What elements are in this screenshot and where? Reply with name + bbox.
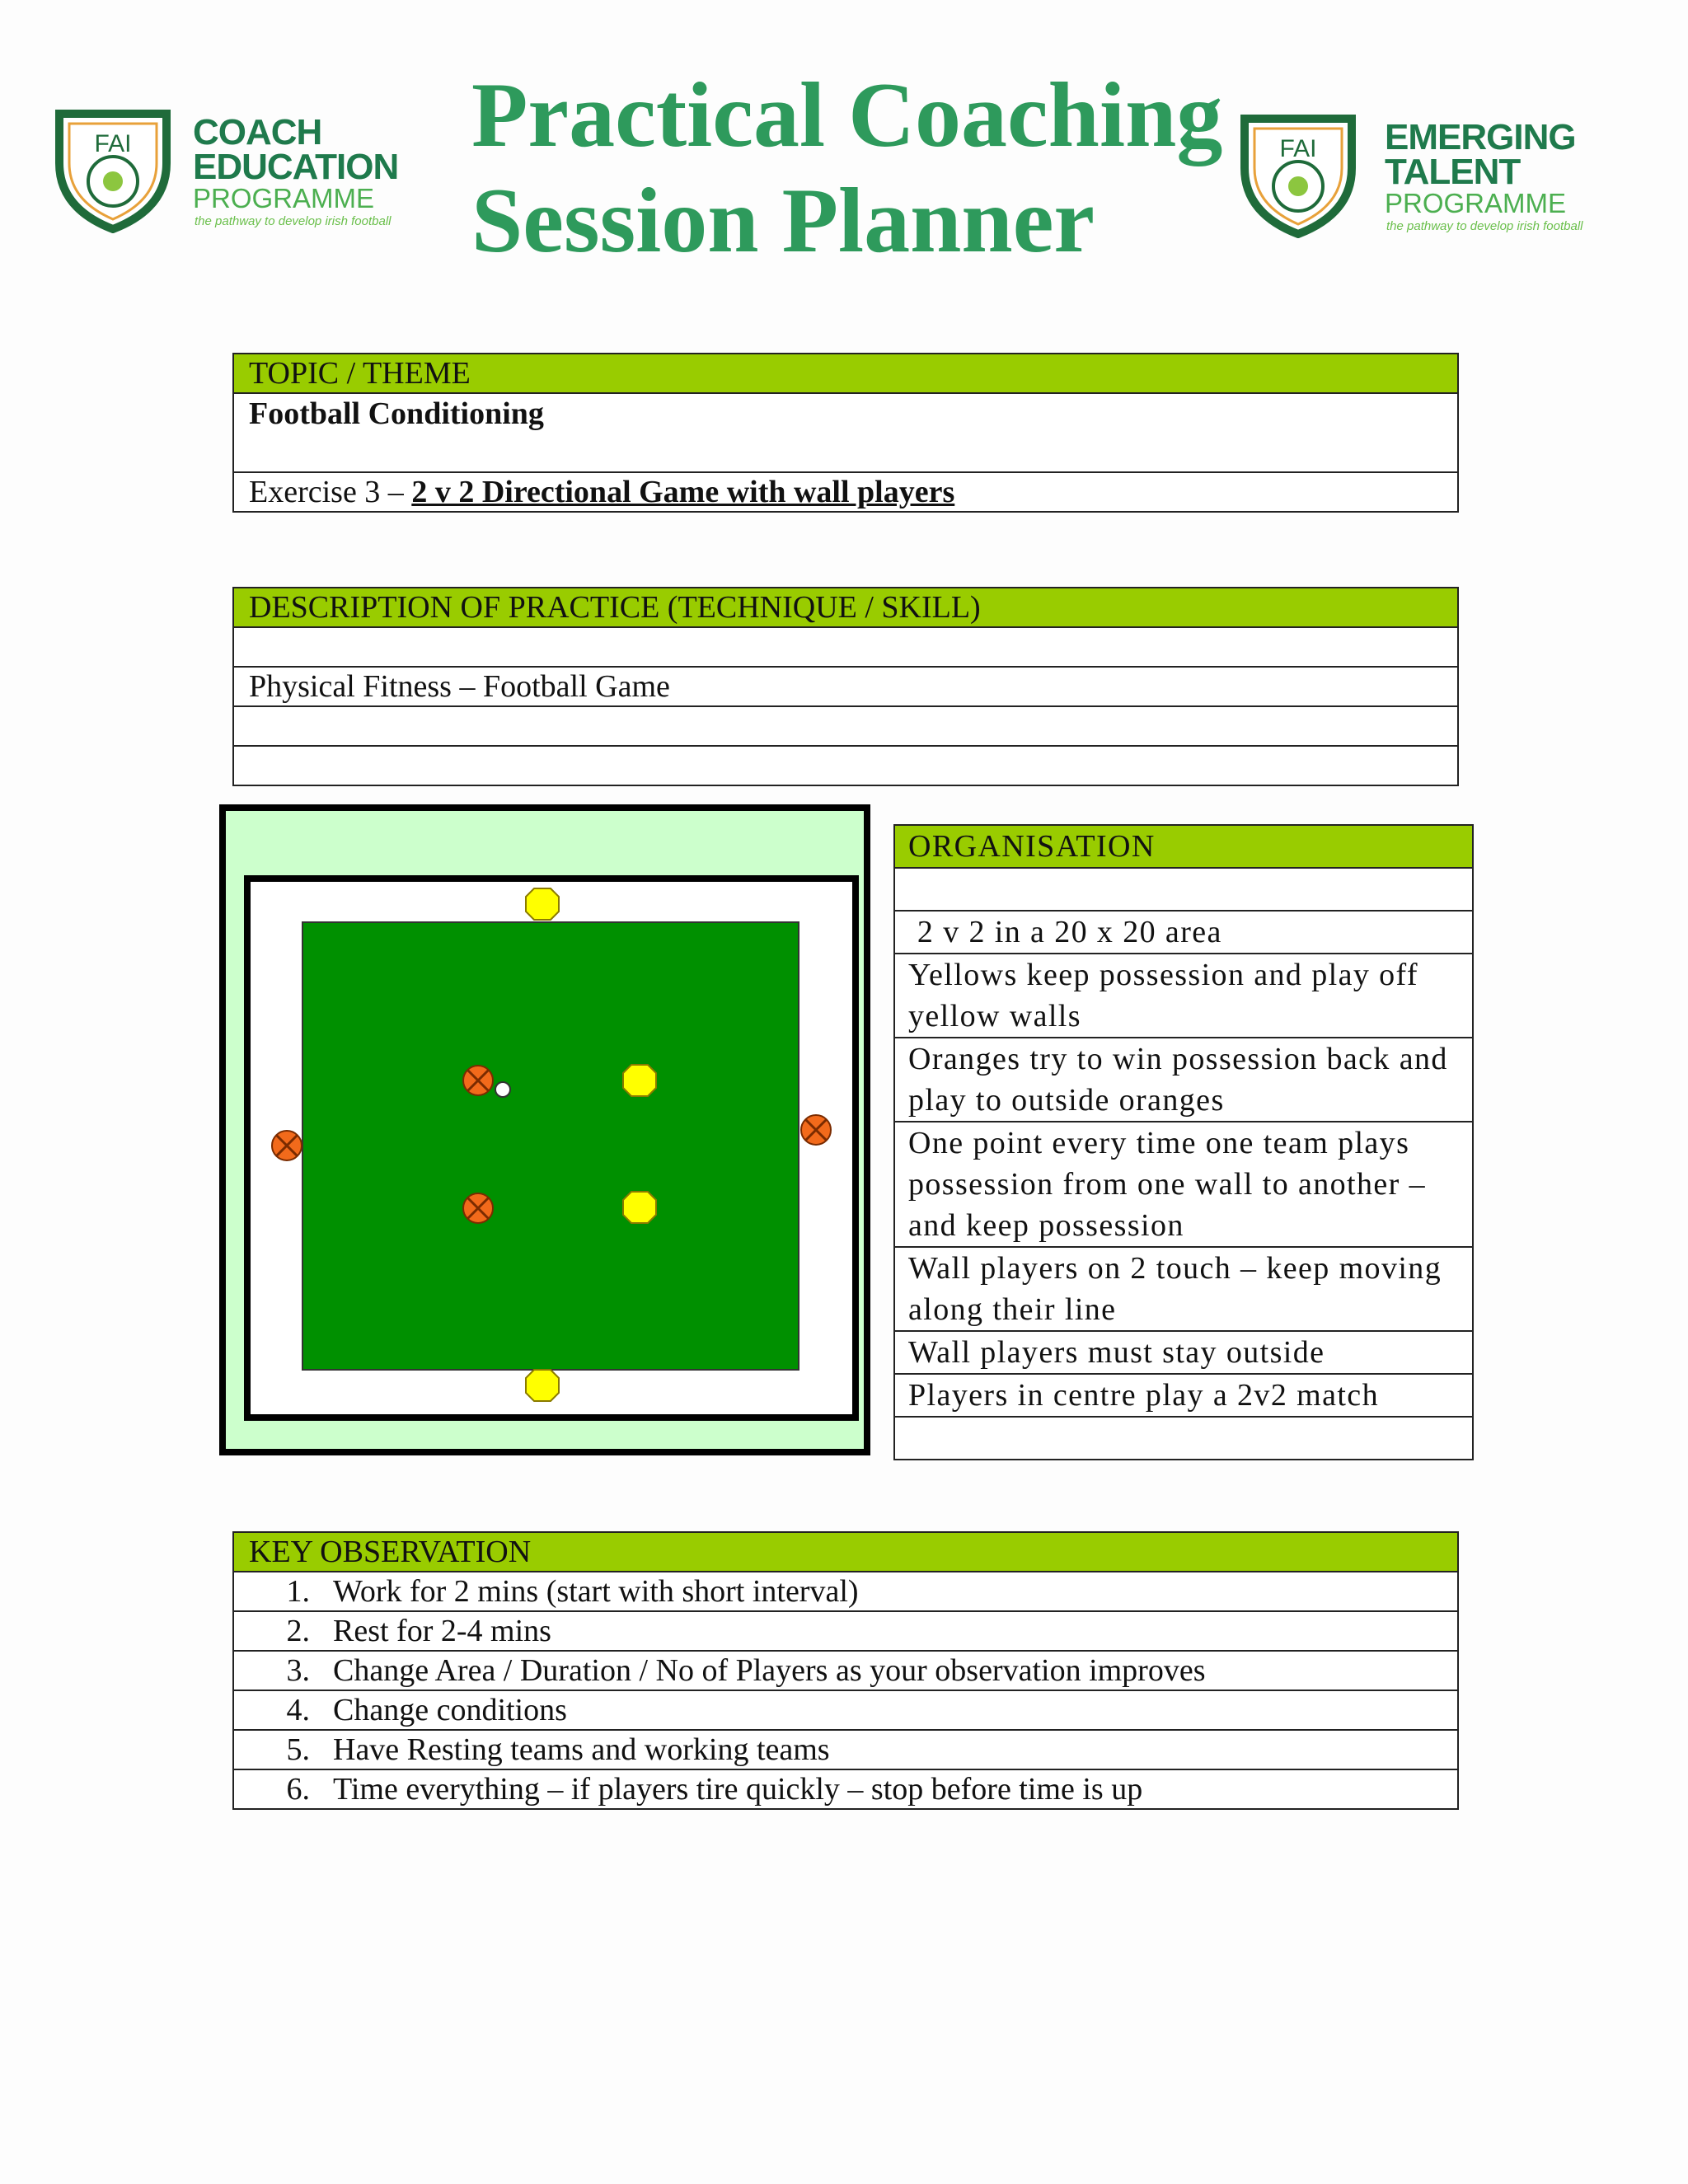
ball-icon xyxy=(495,1082,510,1097)
logo-word-emerging: EMERGING xyxy=(1385,117,1576,157)
orange-wall-player-right xyxy=(801,1115,831,1145)
exercise-title: 2 v 2 Directional Game with wall players xyxy=(411,475,955,509)
logo-word-programme: PROGRAMME xyxy=(1385,188,1567,218)
svg-text:FAI: FAI xyxy=(1279,135,1317,162)
observation-item xyxy=(234,1652,1457,1691)
observation-text: Rest for 2-4 mins xyxy=(333,1614,551,1648)
observation-item xyxy=(234,1770,1457,1808)
observation-item xyxy=(234,1572,1457,1612)
key-observation-heading: KEY OBSERVATION xyxy=(234,1533,1457,1572)
observation-number: 5. xyxy=(286,1732,310,1767)
logo-word-programme: PROGRAMME xyxy=(193,183,375,213)
observation-item xyxy=(234,1612,1457,1652)
orange-wall-player-left xyxy=(272,1131,302,1160)
observation-item xyxy=(234,1731,1457,1770)
observation-number: 1. xyxy=(286,1574,310,1609)
title-line-2: Session Planner xyxy=(471,170,1095,272)
organisation-row: 2 v 2 in a 20 x 20 area xyxy=(895,912,1472,954)
observation-text: Change Area / Duration / No of Players as your observation improves xyxy=(333,1653,1206,1688)
key-observation-table xyxy=(232,1531,1459,1810)
organisation-row: Yellows keep possession and play off yellow walls xyxy=(895,954,1472,1038)
yellow-wall-player-bottom xyxy=(526,1370,559,1401)
logo-word-talent: TALENT xyxy=(1385,152,1521,192)
organisation-row: Wall players must stay outside xyxy=(895,1332,1472,1375)
logo-word-coach: COACH xyxy=(193,112,322,152)
organisation-row: Wall players on 2 touch – keep moving along their line xyxy=(895,1248,1472,1332)
orange-player xyxy=(463,1193,493,1223)
logo-tagline: the pathway to develop irish football xyxy=(195,214,392,228)
logo-word-education: EDUCATION xyxy=(193,147,399,187)
orange-player xyxy=(463,1066,493,1095)
organisation-row: One point every time one team plays possession from one wall to another – and keep possession xyxy=(895,1122,1472,1248)
yellow-wall-player-top xyxy=(526,888,559,920)
observation-text: Work for 2 mins (start with short interval) xyxy=(333,1574,859,1609)
topic-heading: TOPIC / THEME xyxy=(234,354,1457,394)
observation-text: Have Resting teams and working teams xyxy=(333,1732,830,1767)
observation-text: Time everything – if players tire quickly – stop before time is up xyxy=(333,1772,1143,1807)
organisation-table xyxy=(893,824,1474,1460)
description-row: Physical Fitness – Football Game xyxy=(234,668,1457,707)
observation-number: 6. xyxy=(286,1772,310,1807)
organisation-heading: ORGANISATION xyxy=(895,826,1472,869)
logo-tagline: the pathway to develop irish football xyxy=(1386,219,1583,233)
organisation-row: Players in centre play a 2v2 match xyxy=(895,1375,1472,1418)
topic-value: Football Conditioning xyxy=(234,394,1457,473)
description-heading: DESCRIPTION OF PRACTICE (TECHNIQUE / SKILL) xyxy=(234,588,1457,628)
observation-number: 2. xyxy=(286,1614,310,1648)
observation-number: 3. xyxy=(286,1653,310,1688)
organisation-row xyxy=(895,1418,1472,1459)
yellow-player xyxy=(623,1065,656,1096)
title-line-1: Practical Coaching xyxy=(471,64,1223,166)
organisation-row xyxy=(895,869,1472,912)
observation-number: 4. xyxy=(286,1693,310,1727)
observation-text: Change conditions xyxy=(333,1693,567,1727)
observation-item xyxy=(234,1691,1457,1731)
svg-text:FAI: FAI xyxy=(94,130,132,157)
exercise-prefix: Exercise 3 – xyxy=(249,475,412,509)
yellow-player xyxy=(623,1192,656,1223)
organisation-row: Oranges try to win possession back and play to outside oranges xyxy=(895,1038,1472,1122)
